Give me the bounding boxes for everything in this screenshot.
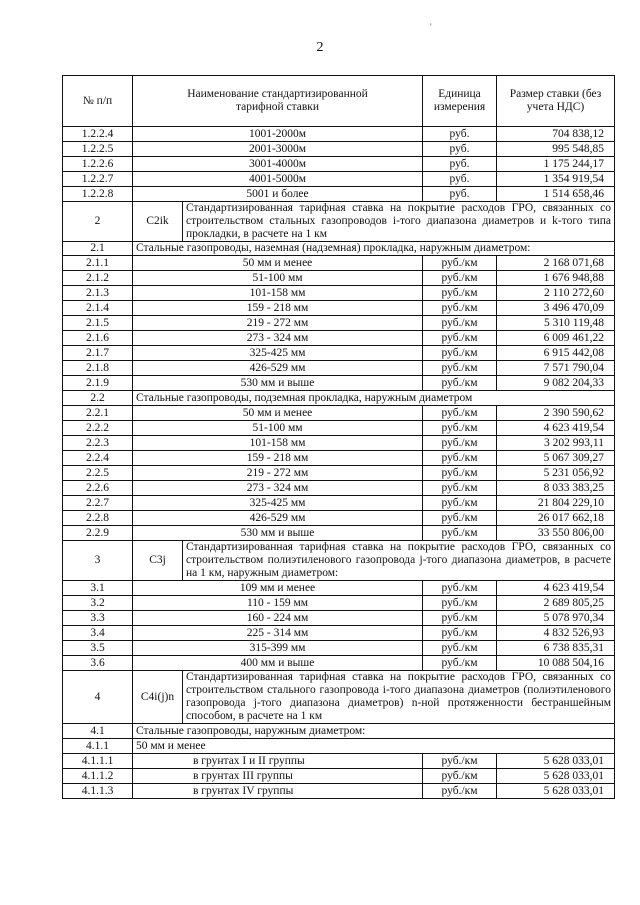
row-unit: руб./км xyxy=(423,361,497,376)
row-name: 3001-4000м xyxy=(133,157,423,172)
row-name: 4001-5000м xyxy=(133,172,423,187)
row-unit: руб./км xyxy=(423,421,497,436)
table-row xyxy=(63,481,615,496)
row-unit: руб./км xyxy=(423,451,497,466)
row-number: 2.1.8 xyxy=(63,361,133,376)
row-number: 3.6 xyxy=(63,656,133,671)
row-unit: руб./км xyxy=(423,754,497,769)
row-number: 2.2.5 xyxy=(63,466,133,481)
table-row xyxy=(63,596,615,611)
row-number: 4.1.1.1 xyxy=(63,754,133,769)
row-name: 2001-3000м xyxy=(133,142,423,157)
table-row xyxy=(63,301,615,316)
row-unit: руб. xyxy=(423,127,497,142)
table-row xyxy=(63,526,615,541)
row-unit: руб./км xyxy=(423,596,497,611)
row-number: 2.1.4 xyxy=(63,301,133,316)
row-number: 2.2 xyxy=(63,391,133,406)
row-name: 400 мм и выше xyxy=(133,656,423,671)
table-row xyxy=(63,142,615,157)
tariff-table xyxy=(62,75,615,799)
table-row xyxy=(63,541,615,581)
table-row xyxy=(63,271,615,286)
table-row xyxy=(63,754,615,769)
row-rate: 21 804 229,10 xyxy=(497,496,615,511)
row-description: Стальные газопроводы, подземная прокладка, наружным диаметром xyxy=(133,391,615,406)
row-rate: 7 571 790,04 xyxy=(497,361,615,376)
row-unit: руб./км xyxy=(423,286,497,301)
table-row xyxy=(63,202,615,242)
row-name: 325-425 мм xyxy=(133,346,423,361)
table-row xyxy=(63,451,615,466)
table-row xyxy=(63,611,615,626)
scan-mark: ' xyxy=(430,22,432,32)
table-row xyxy=(63,656,615,671)
row-rate: 5 078 970,34 xyxy=(497,611,615,626)
row-name: 101-158 мм xyxy=(133,436,423,451)
row-unit: руб./км xyxy=(423,271,497,286)
row-number: 3.1 xyxy=(63,581,133,596)
row-unit: руб./км xyxy=(423,406,497,421)
row-unit: руб./км xyxy=(423,256,497,271)
row-name: 325-425 мм xyxy=(133,496,423,511)
row-name: 426-529 мм xyxy=(133,511,423,526)
row-number: 1.2.2.6 xyxy=(63,157,133,172)
table-row xyxy=(63,496,615,511)
row-number: 2.2.9 xyxy=(63,526,133,541)
row-rate: 4 832 526,93 xyxy=(497,626,615,641)
row-rate: 3 202 993,11 xyxy=(497,436,615,451)
row-name: 219 - 272 мм xyxy=(133,466,423,481)
row-unit: руб./км xyxy=(423,581,497,596)
row-code: C2ik xyxy=(133,202,183,242)
row-name: 1001-2000м xyxy=(133,127,423,142)
row-unit: руб./км xyxy=(423,526,497,541)
table-row xyxy=(63,331,615,346)
row-number: 4.1.1.3 xyxy=(63,784,133,799)
row-unit: руб./км xyxy=(423,346,497,361)
table-row xyxy=(63,187,615,202)
row-name: 273 - 324 мм xyxy=(133,481,423,496)
row-number: 1.2.2.5 xyxy=(63,142,133,157)
row-rate: 4 623 419,54 xyxy=(497,421,615,436)
row-name: в грунтах I и II группы xyxy=(133,754,423,769)
row-unit: руб. xyxy=(423,187,497,202)
row-number: 3.2 xyxy=(63,596,133,611)
row-unit: руб./км xyxy=(423,626,497,641)
table-row xyxy=(63,391,615,406)
row-number: 2.1.6 xyxy=(63,331,133,346)
row-name: в грунтах IV группы xyxy=(133,784,423,799)
row-name: 160 - 224 мм xyxy=(133,611,423,626)
row-name: 5001 и более xyxy=(133,187,423,202)
row-name: 51-100 мм xyxy=(133,421,423,436)
row-number: 2.2.1 xyxy=(63,406,133,421)
row-name: 159 - 218 мм xyxy=(133,301,423,316)
table-row xyxy=(63,466,615,481)
row-number: 2.2.8 xyxy=(63,511,133,526)
row-rate: 6 009 461,22 xyxy=(497,331,615,346)
table-row xyxy=(63,421,615,436)
table-header-row xyxy=(63,76,615,127)
row-unit: руб./км xyxy=(423,301,497,316)
header-rate: Размер ставки (без учета НДС) xyxy=(497,76,615,127)
row-name: 530 мм и выше xyxy=(133,376,423,391)
row-unit: руб./км xyxy=(423,784,497,799)
row-number: 2.1.3 xyxy=(63,286,133,301)
row-description: Стандартизированная тарифная ставка на покрытие расходов ГРО, связанных со строительством полиэтиленового газопровода j-того диапазона диаметров, в расчете на 1 км, наружным диаметром: xyxy=(183,541,615,581)
row-description: Стальные газопроводы, наружным диаметром: xyxy=(133,724,615,739)
table-row xyxy=(63,626,615,641)
table-row xyxy=(63,157,615,172)
row-number: 2.1.9 xyxy=(63,376,133,391)
row-name: 530 мм и выше xyxy=(133,526,423,541)
row-number: 2.1.2 xyxy=(63,271,133,286)
row-number: 3.3 xyxy=(63,611,133,626)
table-row xyxy=(63,769,615,784)
row-number: 1.2.2.7 xyxy=(63,172,133,187)
row-name: 51-100 мм xyxy=(133,271,423,286)
row-rate: 995 548,85 xyxy=(497,142,615,157)
row-number: 4.1.1.2 xyxy=(63,769,133,784)
row-rate: 1 354 919,54 xyxy=(497,172,615,187)
row-description: Стандартизированная тарифная ставка на покрытие расходов ГРО, связанных со строительством стальных газопроводов i-того диапазона диаметров и k-того типа прокладки, в расчете на 1 км xyxy=(183,202,615,242)
row-number: 2.2.3 xyxy=(63,436,133,451)
row-unit: руб./км xyxy=(423,436,497,451)
table-row xyxy=(63,242,615,256)
row-number: 2.2.2 xyxy=(63,421,133,436)
table-row xyxy=(63,739,615,754)
table-row xyxy=(63,316,615,331)
row-number: 3.5 xyxy=(63,641,133,656)
table-row xyxy=(63,406,615,421)
row-name: 273 - 324 мм xyxy=(133,331,423,346)
row-code: C3j xyxy=(133,541,183,581)
row-rate: 33 550 806,00 xyxy=(497,526,615,541)
table-body xyxy=(63,127,615,799)
page-number: 2 xyxy=(316,40,324,55)
table-row xyxy=(63,172,615,187)
header-num: № п/п xyxy=(63,76,133,127)
row-description: Стальные газопроводы, наземная (надземная) прокладка, наружным диаметром: xyxy=(133,242,615,256)
table-row xyxy=(63,436,615,451)
row-number: 2 xyxy=(63,202,133,242)
row-name: 109 мм и менее xyxy=(133,581,423,596)
row-number: 2.1.1 xyxy=(63,256,133,271)
row-rate: 8 033 383,25 xyxy=(497,481,615,496)
row-number: 3.4 xyxy=(63,626,133,641)
row-name: 426-529 мм xyxy=(133,361,423,376)
row-name: 225 - 314 мм xyxy=(133,626,423,641)
row-name: 50 мм и менее xyxy=(133,406,423,421)
row-unit: руб./км xyxy=(423,331,497,346)
row-unit: руб./км xyxy=(423,656,497,671)
row-name: в грунтах III группы xyxy=(133,769,423,784)
row-rate: 3 496 470,09 xyxy=(497,301,615,316)
row-rate: 5 628 033,01 xyxy=(497,784,615,799)
header-name: Наименование стандартизированной тарифной ставки xyxy=(133,76,423,127)
row-rate: 4 623 419,54 xyxy=(497,581,615,596)
row-number: 2.1.5 xyxy=(63,316,133,331)
row-unit: руб./км xyxy=(423,496,497,511)
row-rate: 1 175 244,17 xyxy=(497,157,615,172)
table-row xyxy=(63,511,615,526)
table-row xyxy=(63,256,615,271)
row-description: 50 мм и менее xyxy=(133,739,615,754)
row-rate: 6 738 835,31 xyxy=(497,641,615,656)
row-number: 4.1 xyxy=(63,724,133,739)
row-unit: руб./км xyxy=(423,641,497,656)
table-row xyxy=(63,376,615,391)
row-name: 159 - 218 мм xyxy=(133,451,423,466)
row-unit: руб./км xyxy=(423,769,497,784)
row-rate: 5 067 309,27 xyxy=(497,451,615,466)
row-number: 2.1.7 xyxy=(63,346,133,361)
row-name: 101-158 мм xyxy=(133,286,423,301)
row-number: 2.2.6 xyxy=(63,481,133,496)
row-rate: 10 088 504,16 xyxy=(497,656,615,671)
row-rate: 26 017 662,18 xyxy=(497,511,615,526)
row-unit: руб./км xyxy=(423,376,497,391)
row-unit: руб./км xyxy=(423,481,497,496)
row-unit: руб. xyxy=(423,172,497,187)
row-unit: руб./км xyxy=(423,611,497,626)
row-unit: руб./км xyxy=(423,466,497,481)
row-rate: 5 310 119,48 xyxy=(497,316,615,331)
row-number: 4.1.1 xyxy=(63,739,133,754)
table-row xyxy=(63,784,615,799)
row-name: 50 мм и менее xyxy=(133,256,423,271)
row-name: 219 - 272 мм xyxy=(133,316,423,331)
row-rate: 2 390 590,62 xyxy=(497,406,615,421)
row-unit: руб./км xyxy=(423,511,497,526)
row-number: 1.2.2.8 xyxy=(63,187,133,202)
table-row xyxy=(63,641,615,656)
row-rate: 2 168 071,68 xyxy=(497,256,615,271)
row-rate: 1 676 948,88 xyxy=(497,271,615,286)
table-row xyxy=(63,581,615,596)
row-rate: 5 628 033,01 xyxy=(497,769,615,784)
row-unit: руб. xyxy=(423,157,497,172)
header-unit: Единица измерения xyxy=(423,76,497,127)
row-rate: 1 514 658,46 xyxy=(497,187,615,202)
row-rate: 2 110 272,60 xyxy=(497,286,615,301)
table-row xyxy=(63,671,615,724)
row-description: Стандартизированная тарифная ставка на покрытие расходов ГРО, связанных со строительством стального газопровода i-того диапазона диаметров (полиэтиленового газопровода j-того диапазона диаметров) n-ной протяженности бестраншейным способом, в расчете на 1 км xyxy=(183,671,615,724)
row-rate: 2 689 805,25 xyxy=(497,596,615,611)
row-name: 110 - 159 мм xyxy=(133,596,423,611)
row-unit: руб. xyxy=(423,142,497,157)
table-row xyxy=(63,346,615,361)
row-code: C4i(j)n xyxy=(133,671,183,724)
table-row xyxy=(63,361,615,376)
row-number: 1.2.2.4 xyxy=(63,127,133,142)
table-row xyxy=(63,127,615,142)
row-rate: 5 628 033,01 xyxy=(497,754,615,769)
row-number: 4 xyxy=(63,671,133,724)
row-number: 2.1 xyxy=(63,242,133,256)
row-unit: руб./км xyxy=(423,316,497,331)
row-rate: 6 915 442,08 xyxy=(497,346,615,361)
row-number: 2.2.4 xyxy=(63,451,133,466)
row-rate: 5 231 056,92 xyxy=(497,466,615,481)
table-row xyxy=(63,724,615,739)
row-name: 315-399 мм xyxy=(133,641,423,656)
table-row xyxy=(63,286,615,301)
row-number: 3 xyxy=(63,541,133,581)
row-number: 2.2.7 xyxy=(63,496,133,511)
row-rate: 9 082 204,33 xyxy=(497,376,615,391)
row-rate: 704 838,12 xyxy=(497,127,615,142)
